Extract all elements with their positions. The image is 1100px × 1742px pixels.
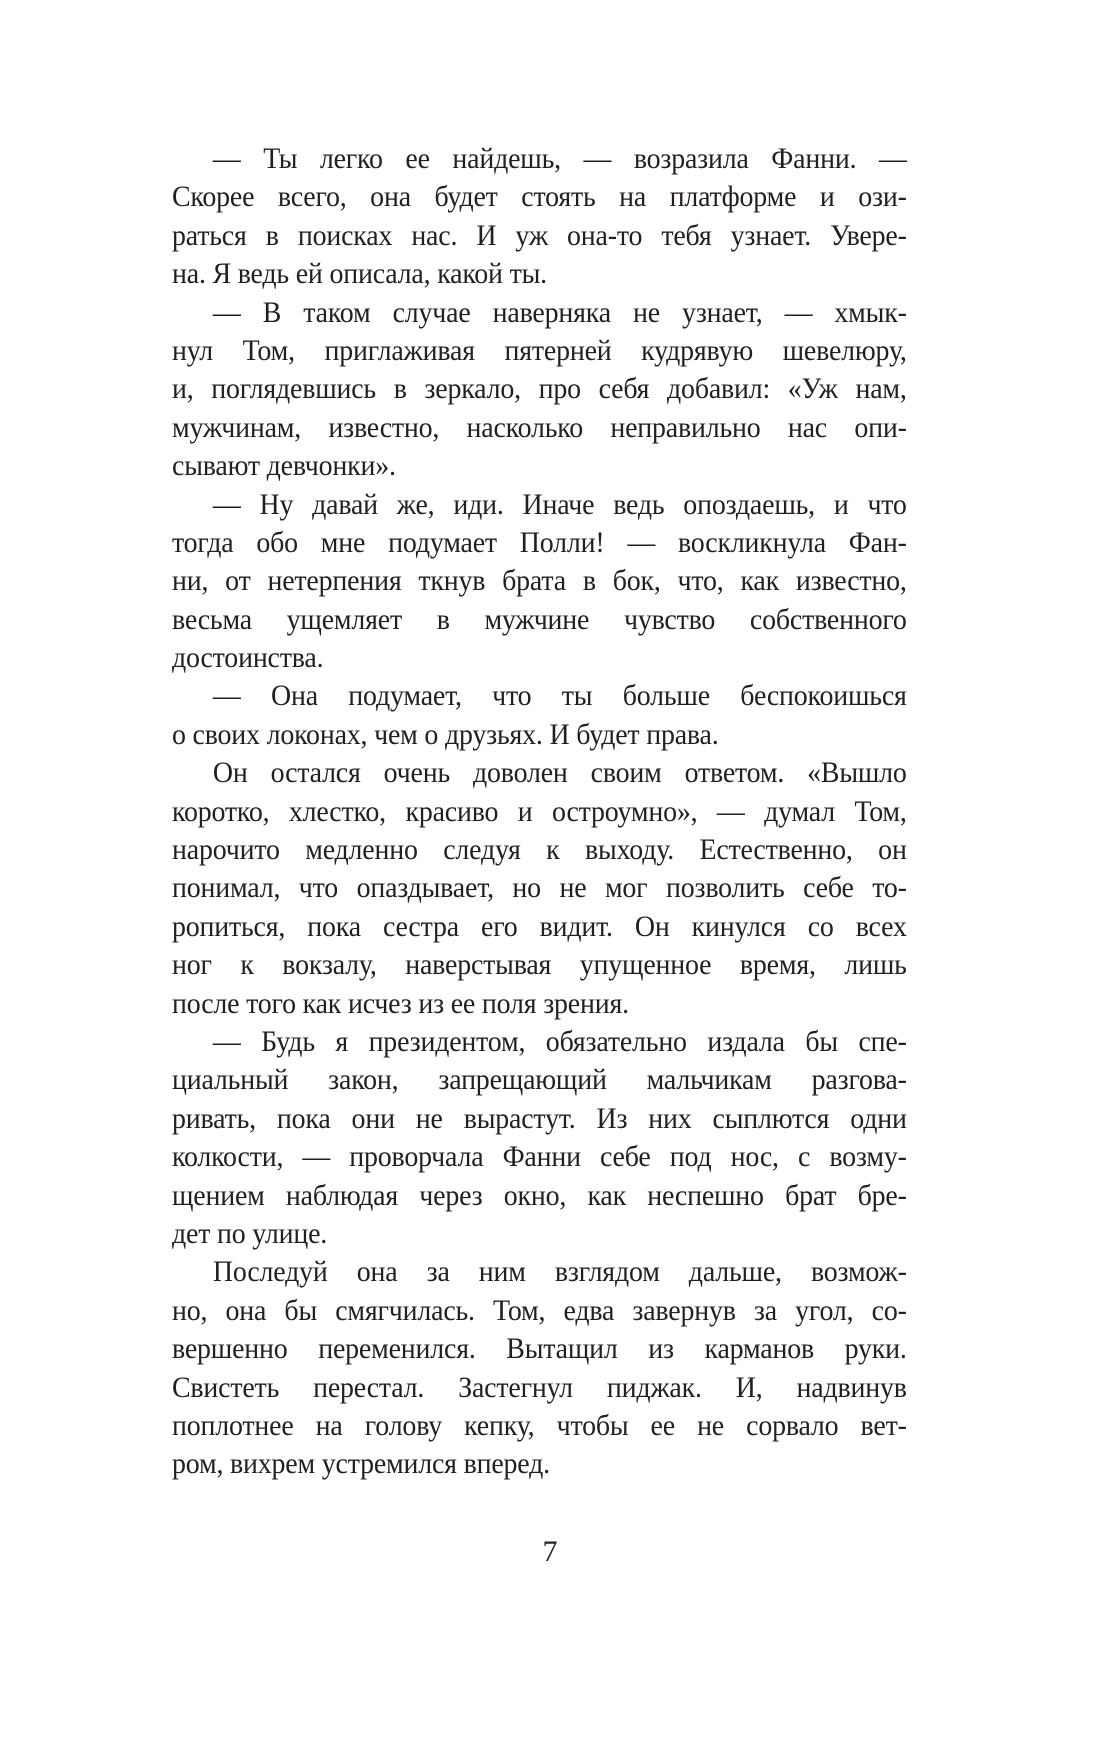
text-line: мужчинам, известно, насколько неправильно нас опи-	[172, 410, 907, 444]
text-line: дет по улице.	[172, 1216, 328, 1250]
text-line: после того как исчез из ее поля зрения.	[172, 986, 629, 1020]
text-line: ропиться, пока сестра его видит. Он кинулся со всех	[172, 909, 907, 943]
paragraph	[172, 486, 907, 678]
text-line: — В таком случае наверняка не узнает, — хмык-	[212, 295, 907, 329]
text-line: ни, от нетерпения ткнув брата в бок, что, как известно,	[172, 564, 907, 598]
text-line: тогда обо мне подумает Полли! — воскликнула Фан-	[172, 525, 907, 559]
text-line: о своих локонах, чем о друзьях. И будет права.	[172, 717, 719, 751]
text-line: циальный закон, запрещающий мальчикам разгова-	[172, 1063, 907, 1097]
text-line: вершенно переменился. Вытащил из карманов руки.	[172, 1332, 907, 1366]
text-line: сывают девчонки».	[172, 449, 396, 483]
text-line: коротко, хлестко, красиво и остроумно», — думал Том,	[172, 794, 907, 828]
text-line: нул Том, приглаживая пятерней кудрявую шевелюру,	[172, 333, 907, 367]
text-line: поплотнее на голову кепку, чтобы ее не сорвало вет-	[172, 1408, 907, 1442]
page-body	[172, 140, 907, 1484]
text-line: нарочито медленно следуя к выходу. Естественно, он	[172, 833, 907, 867]
text-line: весьма ущемляет в мужчине чувство собственного	[172, 602, 907, 636]
text-line: — Ну давай же, иди. Иначе ведь опоздаешь, и что	[212, 487, 907, 521]
text-line: — Она подумает, что ты больше беспокоишься	[212, 679, 907, 713]
text-line: достоинства.	[172, 641, 324, 675]
text-line: Свистеть перестал. Застегнул пиджак. И, надвинув	[172, 1370, 907, 1404]
paragraph	[172, 677, 907, 754]
text-line: — Ты легко ее найдешь, — возразила Фанни. —	[212, 142, 907, 175]
text-line: Последуй она за ним взглядом дальше, возмож-	[212, 1255, 907, 1289]
text-line: ног к вокзалу, наверстывая упущенное время, лишь	[172, 948, 907, 982]
paragraph	[172, 294, 907, 486]
paragraph	[172, 140, 907, 294]
text-line: понимал, что опаздывает, но не мог позволить себе то-	[172, 871, 907, 905]
text-line: щением наблюдая через окно, как неспешно брат бре-	[172, 1178, 907, 1212]
page-number: 7	[542, 1535, 558, 1568]
paragraph	[172, 1023, 907, 1253]
text-line: Скорее всего, она будет стоять на платформе и ози-	[172, 180, 907, 214]
text-line: и, поглядевшись в зеркало, про себя добавил: «Уж нам,	[172, 372, 907, 406]
text-line: на. Я ведь ей описала, какой ты.	[172, 257, 547, 291]
text-line: Он остался очень доволен своим ответом. «Вышло	[212, 756, 907, 790]
text-line: — Будь я президентом, обязательно издала бы спе-	[212, 1024, 907, 1058]
text-line: ром, вихрем устремился вперед.	[172, 1447, 550, 1481]
text-line: раться в поисках нас. И уж она-то тебя узнает. Увере-	[172, 218, 907, 252]
text-line: но, она бы смягчилась. Том, едва завернув за угол, со-	[172, 1293, 907, 1327]
paragraph	[172, 754, 907, 1023]
text-line: ривать, пока они не вырастут. Из них сыплются одни	[172, 1101, 907, 1135]
text-line: колкости, — проворчала Фанни себе под нос, с возму-	[172, 1140, 907, 1174]
paragraph	[172, 1253, 907, 1483]
